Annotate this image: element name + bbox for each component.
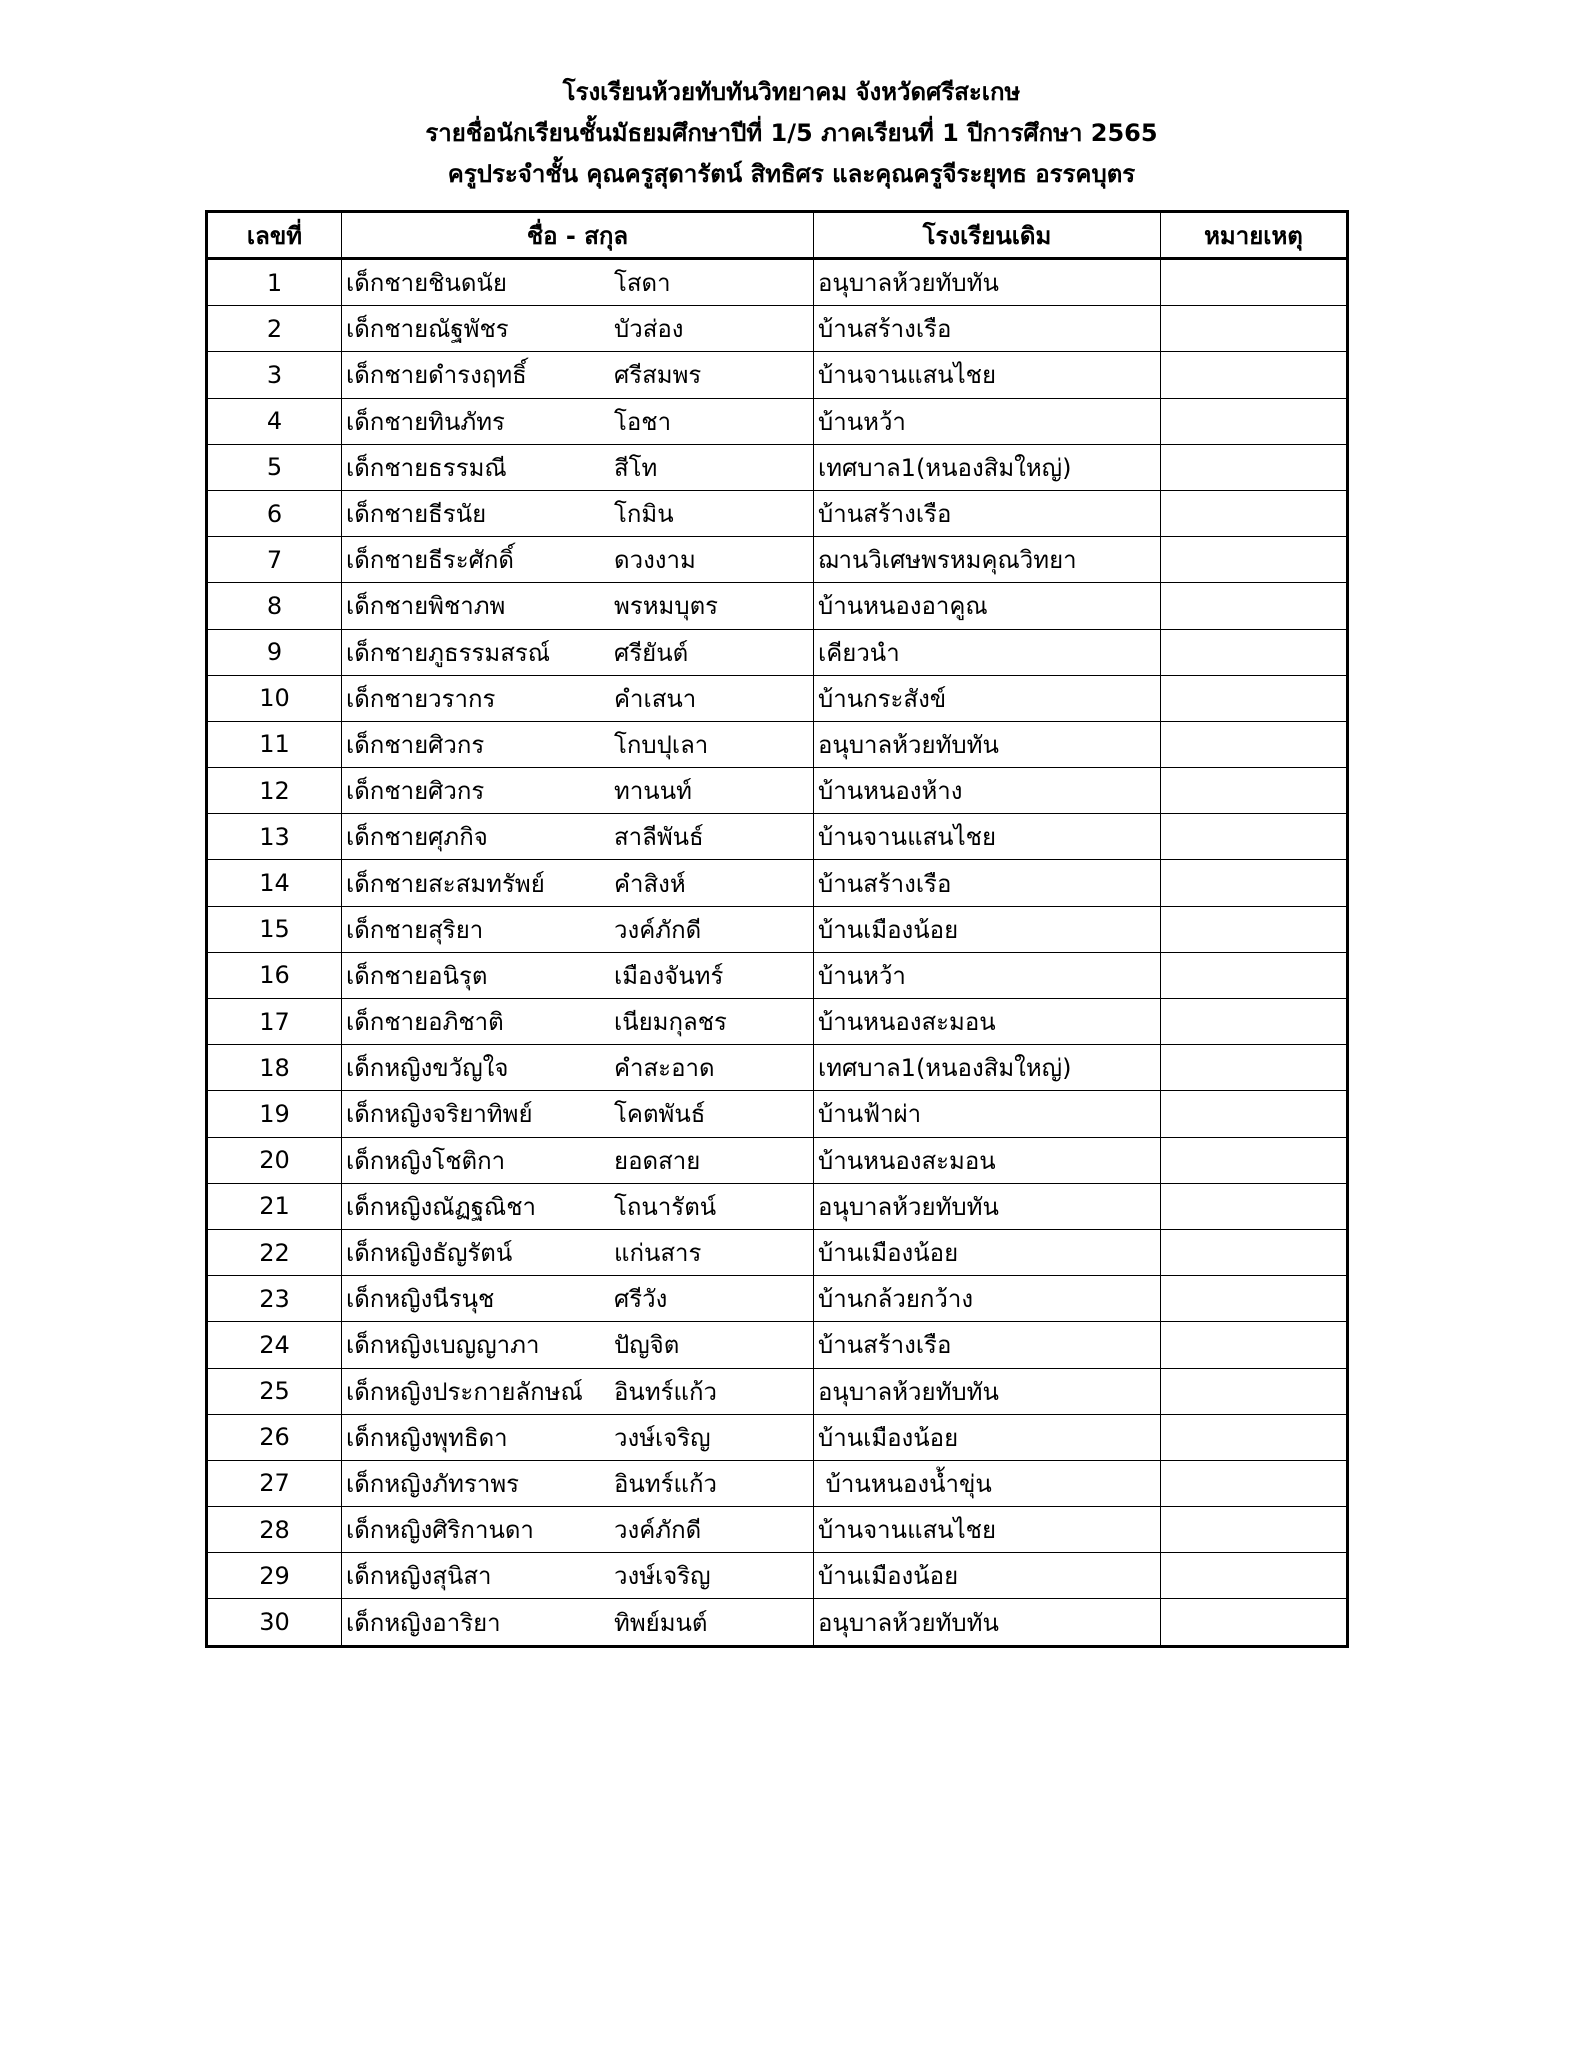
- student-last-name: วงษ์เจริญ: [614, 1423, 711, 1452]
- previous-school: บ้านสร้างเรือ: [814, 1322, 1161, 1368]
- student-last-name: สาลีพันธ์: [614, 823, 704, 852]
- student-first-name: เด็กชายชินดนัย: [346, 269, 507, 298]
- column-header-previous-school: โรงเรียนเดิม: [814, 212, 1161, 259]
- previous-school: บ้านหนองห้าง: [814, 768, 1161, 814]
- student-first-name: เด็กหญิงนีรนุช: [346, 1285, 495, 1314]
- previous-school: บ้านหนองน้ำขุ่น: [814, 1460, 1161, 1506]
- column-header-number: เลขที่: [207, 212, 342, 259]
- student-last-name: ทิพย์มนต์: [614, 1608, 708, 1637]
- student-name-cell: [342, 537, 814, 583]
- student-first-name: เด็กหญิงศิริกานดา: [346, 1516, 534, 1545]
- remarks: [1161, 629, 1348, 675]
- student-first-name: เด็กชายสะสมทรัพย์: [346, 869, 545, 898]
- student-number: 15: [207, 906, 342, 952]
- student-last-name: ทานนท์: [614, 777, 692, 806]
- remarks: [1161, 814, 1348, 860]
- remarks: [1161, 1183, 1348, 1229]
- remarks: [1161, 999, 1348, 1045]
- remarks: [1161, 1276, 1348, 1322]
- student-first-name: เด็กชายธรรมณี: [346, 453, 507, 482]
- remarks: [1161, 860, 1348, 906]
- student-number: 14: [207, 860, 342, 906]
- class-list-title: รายชื่อนักเรียนชั้นมัธยมศึกษาปีที่ 1/5 ภาคเรียนที่ 1 ปีการศึกษา 2565: [425, 119, 1158, 147]
- table-row: [207, 1460, 1348, 1506]
- previous-school: บ้านฟ้าผ่า: [814, 1091, 1161, 1137]
- student-first-name: เด็กชายธีระศักดิ์: [346, 546, 514, 575]
- table-row: [207, 675, 1348, 721]
- student-first-name: เด็กหญิงสุนิสา: [346, 1562, 492, 1591]
- previous-school: เทศบาล1(หนองสิมใหญ่): [814, 444, 1161, 490]
- previous-school: บ้านหนองสะมอน: [814, 1137, 1161, 1183]
- student-first-name: เด็กหญิงณัฏฐณิชา: [346, 1192, 536, 1221]
- table-row: [207, 629, 1348, 675]
- student-last-name: พรหมบุตร: [614, 592, 719, 621]
- student-last-name: คำเสนา: [614, 684, 697, 713]
- student-first-name: เด็กหญิงอาริยา: [346, 1608, 501, 1637]
- table-row: [207, 906, 1348, 952]
- student-last-name: ศรีสมพร: [614, 361, 702, 390]
- student-number: 30: [207, 1599, 342, 1646]
- student-first-name: เด็กชายพิชาภพ: [346, 592, 506, 621]
- student-first-name: เด็กชายศุภกิจ: [346, 823, 488, 852]
- student-first-name: เด็กชายภูธรรมสรณ์: [346, 638, 551, 667]
- remarks: [1161, 768, 1348, 814]
- table-row: [207, 583, 1348, 629]
- previous-school: ฌานวิเศษพรหมคุณวิทยา: [814, 537, 1161, 583]
- table-row: [207, 306, 1348, 352]
- previous-school: เคียวนำ: [814, 629, 1161, 675]
- student-number: 6: [207, 490, 342, 536]
- student-number: 12: [207, 768, 342, 814]
- student-name-cell: [342, 490, 814, 536]
- student-first-name: เด็กชายดำรงฤทธิ์: [346, 361, 527, 390]
- student-last-name: โถนารัตน์: [614, 1192, 717, 1221]
- student-first-name: เด็กหญิงธัญรัตน์: [346, 1239, 513, 1268]
- student-last-name: อินทร์แก้ว: [614, 1377, 718, 1406]
- remarks: [1161, 259, 1348, 306]
- student-last-name: วงค์ภักดี: [614, 1516, 702, 1545]
- remarks: [1161, 675, 1348, 721]
- student-first-name: เด็กหญิงขวัญใจ: [346, 1054, 509, 1083]
- student-number: 13: [207, 814, 342, 860]
- table-row: [207, 999, 1348, 1045]
- student-last-name: วงค์ภักดี: [614, 915, 702, 944]
- table-row: [207, 860, 1348, 906]
- student-number: 11: [207, 721, 342, 767]
- previous-school: บ้านหว้า: [814, 398, 1161, 444]
- student-last-name: ศรียันต์: [614, 638, 689, 667]
- student-last-name: อินทร์แก้ว: [614, 1469, 718, 1498]
- table-row: [207, 398, 1348, 444]
- student-name-cell: [342, 1507, 814, 1553]
- student-number: 10: [207, 675, 342, 721]
- student-first-name: เด็กชายศิวกร: [346, 730, 485, 759]
- student-number: 21: [207, 1183, 342, 1229]
- table-row: [207, 721, 1348, 767]
- table-header-row: [207, 212, 1348, 259]
- column-header-name: ชื่อ - สกุล: [342, 212, 814, 259]
- table-row: [207, 490, 1348, 536]
- remarks: [1161, 537, 1348, 583]
- student-name-cell: [342, 721, 814, 767]
- student-first-name: เด็กหญิงโชติกา: [346, 1146, 506, 1175]
- student-number: 3: [207, 352, 342, 398]
- remarks: [1161, 583, 1348, 629]
- student-number: 20: [207, 1137, 342, 1183]
- student-name-cell: [342, 675, 814, 721]
- table-row: [207, 352, 1348, 398]
- student-number: 1: [207, 259, 342, 306]
- student-first-name: เด็กหญิงภัทราพร: [346, 1469, 520, 1498]
- remarks: [1161, 398, 1348, 444]
- student-first-name: เด็กหญิงพุทธิดา: [346, 1423, 508, 1452]
- remarks: [1161, 444, 1348, 490]
- remarks: [1161, 952, 1348, 998]
- remarks: [1161, 490, 1348, 536]
- student-name-cell: [342, 1276, 814, 1322]
- student-name-cell: [342, 1599, 814, 1646]
- student-name-cell: [342, 1091, 814, 1137]
- student-number: 28: [207, 1507, 342, 1553]
- student-last-name: เนียมกุลชร: [614, 1008, 727, 1037]
- student-last-name: ยอดสาย: [614, 1146, 701, 1175]
- student-number: 18: [207, 1045, 342, 1091]
- table-row: [207, 1091, 1348, 1137]
- student-first-name: เด็กชายณัฐพัชร: [346, 315, 509, 344]
- student-name-cell: [342, 1137, 814, 1183]
- remarks: [1161, 1414, 1348, 1460]
- remarks: [1161, 1599, 1348, 1646]
- student-name-cell: [342, 1460, 814, 1506]
- student-name-cell: [342, 398, 814, 444]
- previous-school: อนุบาลห้วยทับทัน: [814, 721, 1161, 767]
- student-first-name: เด็กชายอภิชาติ: [346, 1008, 504, 1037]
- student-first-name: เด็กหญิงเบญญาภา: [346, 1331, 540, 1360]
- student-number: 27: [207, 1460, 342, 1506]
- student-number: 19: [207, 1091, 342, 1137]
- student-number: 26: [207, 1414, 342, 1460]
- student-name-cell: [342, 814, 814, 860]
- table-row: [207, 1507, 1348, 1553]
- previous-school: บ้านจานแสนไชย: [814, 1507, 1161, 1553]
- student-name-cell: [342, 999, 814, 1045]
- previous-school: บ้านจานแสนไชย: [814, 814, 1161, 860]
- student-name-cell: [342, 1322, 814, 1368]
- remarks: [1161, 1229, 1348, 1275]
- table-row: [207, 537, 1348, 583]
- student-last-name: โอชา: [614, 407, 672, 436]
- student-first-name: เด็กชายทินภัทร: [346, 407, 505, 436]
- student-number: 4: [207, 398, 342, 444]
- student-name-cell: [342, 1368, 814, 1414]
- student-number: 25: [207, 1368, 342, 1414]
- previous-school: เทศบาล1(หนองสิมใหญ่): [814, 1045, 1161, 1091]
- remarks: [1161, 1553, 1348, 1599]
- student-last-name: โกมิน: [614, 500, 674, 529]
- student-last-name: คำสะอาด: [614, 1054, 715, 1083]
- student-number: 9: [207, 629, 342, 675]
- student-name-cell: [342, 1414, 814, 1460]
- school-title: โรงเรียนห้วยทับทันวิทยาคม จังหวัดศรีสะเกษ: [562, 78, 1021, 106]
- student-first-name: เด็กชายวรากร: [346, 684, 496, 713]
- student-name-cell: [342, 583, 814, 629]
- student-first-name: เด็กหญิงจริยาทิพย์: [346, 1100, 533, 1129]
- previous-school: บ้านสร้างเรือ: [814, 306, 1161, 352]
- student-number: 24: [207, 1322, 342, 1368]
- student-number: 17: [207, 999, 342, 1045]
- previous-school: อนุบาลห้วยทับทัน: [814, 1368, 1161, 1414]
- previous-school: บ้านเมืองน้อย: [814, 1229, 1161, 1275]
- table-row: [207, 1183, 1348, 1229]
- table-body: [207, 259, 1348, 1647]
- student-name-cell: [342, 1045, 814, 1091]
- student-name-cell: [342, 1229, 814, 1275]
- previous-school: อนุบาลห้วยทับทัน: [814, 259, 1161, 306]
- student-roster-table: [205, 210, 1349, 1648]
- student-last-name: แก่นสาร: [614, 1239, 702, 1268]
- previous-school: บ้านหนองอาคูณ: [814, 583, 1161, 629]
- student-last-name: ดวงงาม: [614, 546, 696, 575]
- student-last-name: โคตพันธ์: [614, 1100, 706, 1129]
- table-row: [207, 1137, 1348, 1183]
- table-row: [207, 768, 1348, 814]
- remarks: [1161, 1091, 1348, 1137]
- student-name-cell: [342, 1183, 814, 1229]
- student-first-name: เด็กหญิงประกายลักษณ์: [346, 1377, 583, 1406]
- student-name-cell: [342, 444, 814, 490]
- student-number: 5: [207, 444, 342, 490]
- previous-school: บ้านสร้างเรือ: [814, 860, 1161, 906]
- remarks: [1161, 1368, 1348, 1414]
- previous-school: อนุบาลห้วยทับทัน: [814, 1183, 1161, 1229]
- student-number: 29: [207, 1553, 342, 1599]
- student-name-cell: [342, 352, 814, 398]
- student-number: 22: [207, 1229, 342, 1275]
- previous-school: บ้านเมืองน้อย: [814, 1414, 1161, 1460]
- student-number: 23: [207, 1276, 342, 1322]
- table-row: [207, 444, 1348, 490]
- student-last-name: โกบปุเลา: [614, 730, 709, 759]
- remarks: [1161, 906, 1348, 952]
- remarks: [1161, 1322, 1348, 1368]
- table-row: [207, 952, 1348, 998]
- student-last-name: ปัญจิต: [614, 1331, 680, 1360]
- table-row: [207, 1414, 1348, 1460]
- student-number: 8: [207, 583, 342, 629]
- student-name-cell: [342, 306, 814, 352]
- previous-school: บ้านกระสังข์: [814, 675, 1161, 721]
- previous-school: บ้านเมืองน้อย: [814, 906, 1161, 952]
- previous-school: บ้านสร้างเรือ: [814, 490, 1161, 536]
- remarks: [1161, 1460, 1348, 1506]
- student-first-name: เด็กชายศิวกร: [346, 777, 485, 806]
- student-last-name: โสดา: [614, 269, 671, 298]
- student-last-name: วงษ์เจริญ: [614, 1562, 711, 1591]
- remarks: [1161, 1137, 1348, 1183]
- remarks: [1161, 1507, 1348, 1553]
- previous-school: บ้านจานแสนไชย: [814, 352, 1161, 398]
- student-number: 2: [207, 306, 342, 352]
- remarks: [1161, 352, 1348, 398]
- homeroom-teachers: ครูประจำชั้น คุณครูสุดารัตน์ สิทธิศร และคุณครูจีระยุทธ อรรคบุตร: [447, 160, 1136, 188]
- student-number: 16: [207, 952, 342, 998]
- table-row: [207, 1368, 1348, 1414]
- student-last-name: ศรีวัง: [614, 1285, 668, 1314]
- previous-school: บ้านเมืองน้อย: [814, 1553, 1161, 1599]
- student-last-name: สีโท: [614, 453, 658, 482]
- previous-school: บ้านกล้วยกว้าง: [814, 1276, 1161, 1322]
- previous-school: บ้านหนองสะมอน: [814, 999, 1161, 1045]
- table-row: [207, 1553, 1348, 1599]
- student-first-name: เด็กชายสุริยา: [346, 915, 484, 944]
- previous-school: บ้านหว้า: [814, 952, 1161, 998]
- student-name-cell: [342, 1553, 814, 1599]
- document-header: [0, 72, 1583, 195]
- student-name-cell: [342, 259, 814, 306]
- table-row: [207, 1045, 1348, 1091]
- table-row: [207, 1229, 1348, 1275]
- table-row: [207, 1276, 1348, 1322]
- student-name-cell: [342, 906, 814, 952]
- student-last-name: เมืองจันทร์: [614, 961, 724, 990]
- column-header-remarks: หมายเหตุ: [1161, 212, 1348, 259]
- remarks: [1161, 721, 1348, 767]
- student-first-name: เด็กชายธีรนัย: [346, 500, 487, 529]
- student-last-name: บัวส่อง: [614, 315, 684, 344]
- table-row: [207, 814, 1348, 860]
- student-name-cell: [342, 629, 814, 675]
- table-row: [207, 1599, 1348, 1646]
- student-name-cell: [342, 768, 814, 814]
- remarks: [1161, 1045, 1348, 1091]
- student-name-cell: [342, 952, 814, 998]
- student-name-cell: [342, 860, 814, 906]
- table-row: [207, 259, 1348, 306]
- previous-school: อนุบาลห้วยทับทัน: [814, 1599, 1161, 1646]
- student-last-name: คำสิงห์: [614, 869, 686, 898]
- table-row: [207, 1322, 1348, 1368]
- student-first-name: เด็กชายอนิรุต: [346, 961, 488, 990]
- remarks: [1161, 306, 1348, 352]
- student-number: 7: [207, 537, 342, 583]
